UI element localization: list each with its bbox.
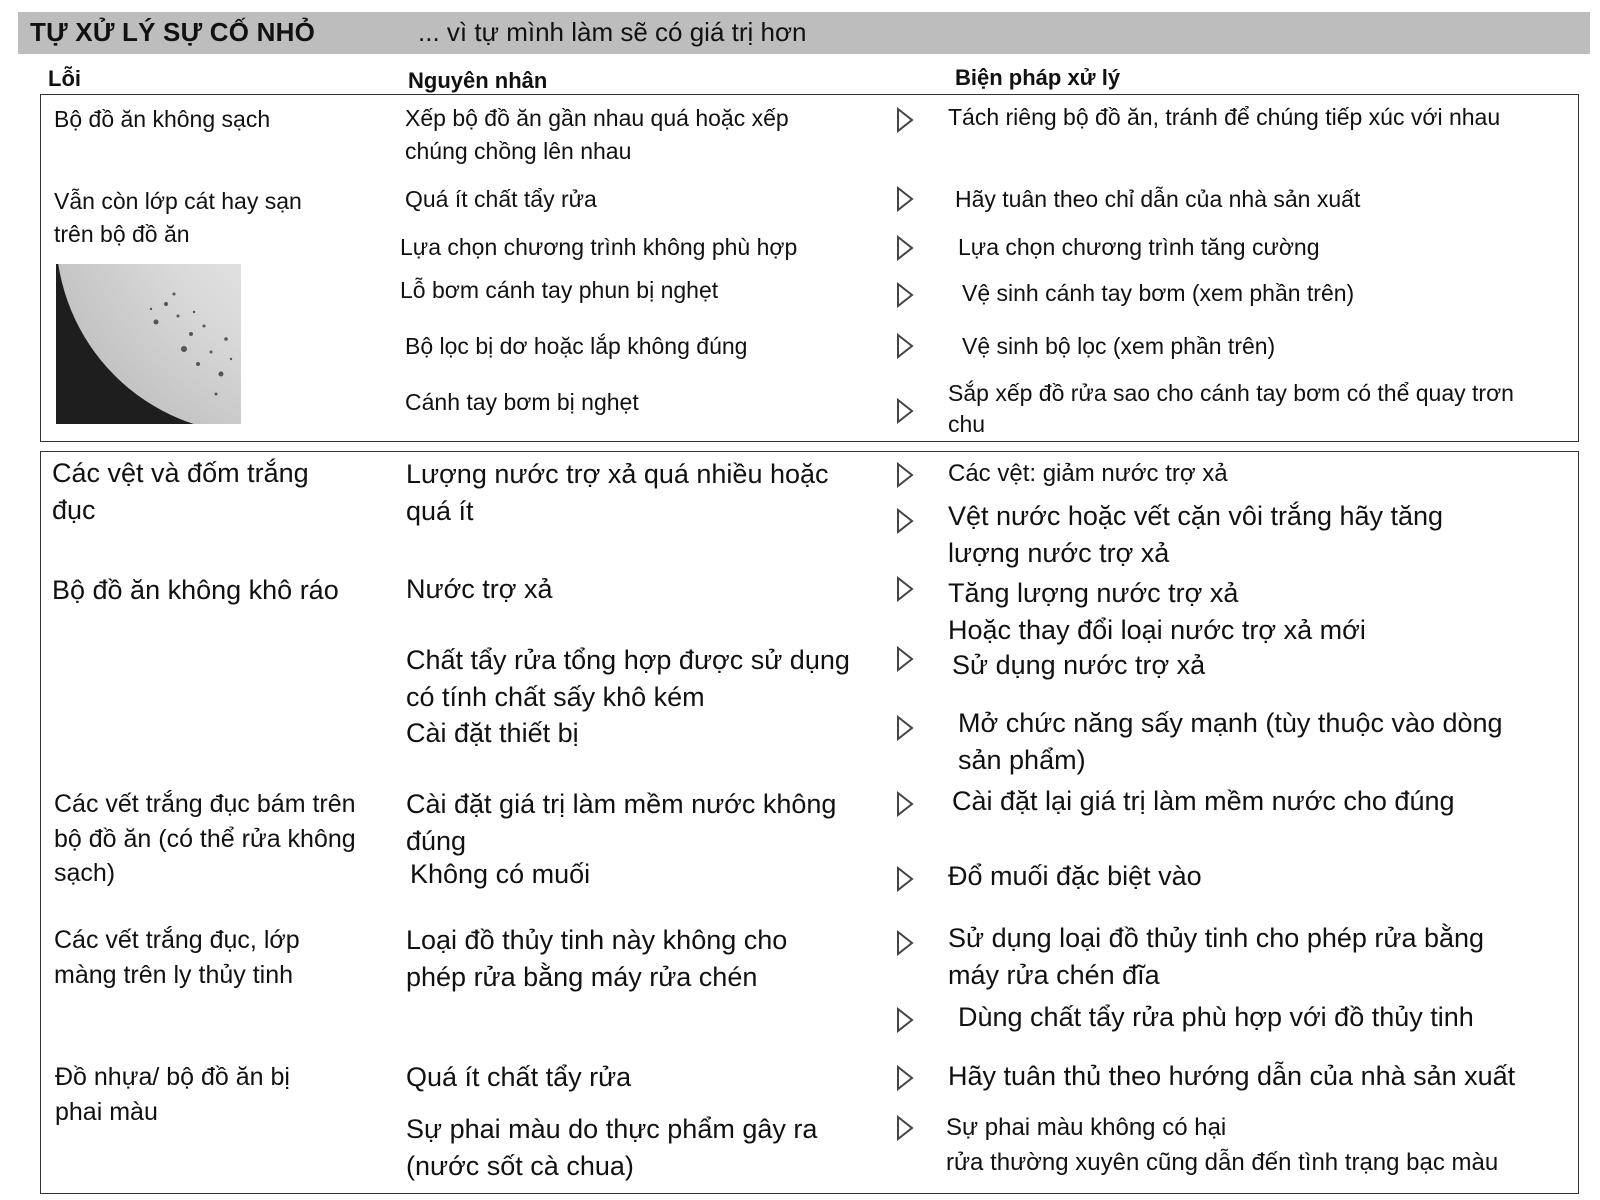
triangle-right-icon	[896, 791, 914, 817]
triangle-right-icon	[896, 930, 914, 956]
remedy-item: Vệt nước hoặc vết cặn vôi trắng hãy tăng lượng nước trợ xả	[948, 501, 1444, 569]
cause-item: Lượng nước trợ xả quá nhiều hoặc quá ít	[406, 459, 829, 527]
fault-item: Đồ nhựa/ bộ đồ ăn bị phai màu	[55, 1063, 290, 1126]
page-subtitle: ... vì tự mình làm sẽ có giá trị hơn	[418, 17, 807, 47]
fault-item: Vẫn còn lớp cát hay sạn trên bộ đồ ăn	[54, 188, 302, 247]
triangle-right-icon	[896, 107, 914, 133]
fault-item: Các vết trắng đục bám trên bộ đồ ăn (có thể rửa không sạch)	[54, 790, 356, 887]
cause-item: Không có muối	[410, 859, 591, 889]
triangle-right-icon	[896, 1115, 914, 1141]
triangle-right-icon	[896, 576, 914, 602]
column-header-remedy: Biện pháp xử lý	[955, 65, 1121, 90]
remedy-item: Sử dụng nước trợ xả	[952, 650, 1206, 680]
cause-item: Cài đặt thiết bị	[406, 718, 579, 748]
remedy-item: Sự phai màu không có hại rửa thường xuyên cũng dẫn đến tình trạng bạc màu	[946, 1114, 1499, 1176]
remedy-item: Đổ muối đặc biệt vào	[948, 861, 1202, 891]
remedy-item: Dùng chất tẩy rửa phù hợp với đồ thủy tinh	[958, 1002, 1474, 1032]
triangle-right-icon	[896, 1065, 914, 1091]
remedy-item: Vệ sinh cánh tay bơm (xem phần trên)	[962, 280, 1355, 306]
remedy-item: Sử dụng loại đồ thủy tinh cho phép rửa bằng máy rửa chén đĩa	[948, 923, 1485, 991]
triangle-right-icon	[896, 235, 914, 261]
cause-item: Loại đồ thủy tinh này không cho phép rửa bằng máy rửa chén	[406, 925, 788, 993]
triangle-right-icon	[896, 282, 914, 308]
remedy-item: Mở chức năng sấy mạnh (tùy thuộc vào dòng sản phẩm)	[958, 708, 1503, 776]
triangle-right-icon	[896, 1007, 914, 1033]
column-header-cause: Nguyên nhân	[408, 68, 548, 93]
cause-item: Xếp bộ đồ ăn gần nhau quá hoặc xếp chúng chồng lên nhau	[405, 105, 789, 164]
fault-item: Các vệt và đốm trắng đục	[52, 458, 309, 526]
cause-item: Lỗ bơm cánh tay phun bị nghẹt	[400, 277, 719, 303]
remedy-item: Vệ sinh bộ lọc (xem phần trên)	[962, 333, 1276, 359]
triangle-right-icon	[896, 646, 914, 672]
cause-item: Cài đặt giá trị làm mềm nước không đúng	[406, 789, 837, 857]
fault-item: Bộ đồ ăn không khô ráo	[52, 575, 339, 605]
triangle-right-icon	[896, 186, 914, 212]
triangle-right-icon	[896, 333, 914, 359]
remedy-item: Các vệt: giảm nước trợ xả	[948, 460, 1228, 487]
triangle-right-icon	[896, 462, 914, 488]
page-title: TỰ XỬ LÝ SỰ CỐ NHỎ	[30, 17, 315, 47]
cause-item: Quá ít chất tẩy rửa	[405, 186, 597, 212]
cause-item: Lựa chọn chương trình không phù hợp	[400, 234, 798, 260]
triangle-right-icon	[896, 398, 914, 424]
header-bar	[18, 12, 1590, 54]
remedy-item: Tách riêng bộ đồ ăn, tránh để chúng tiếp xúc với nhau	[948, 104, 1501, 130]
fault-item: Các vết trắng đục, lớp màng trên ly thủy tinh	[54, 926, 300, 989]
dish-photo	[56, 264, 241, 424]
cause-item: Bộ lọc bị dơ hoặc lắp không đúng	[405, 333, 748, 359]
remedy-item: Tăng lượng nước trợ xả Hoặc thay đổi loại nước trợ xả mới	[948, 578, 1366, 646]
triangle-right-icon	[896, 508, 914, 534]
remedy-item: Sắp xếp đồ rửa sao cho cánh tay bơm có thể quay trơn chu	[948, 380, 1514, 438]
cause-item: Chất tẩy rửa tổng hợp được sử dụng có tính chất sấy khô kém	[406, 645, 850, 713]
triangle-right-icon	[896, 866, 914, 892]
cause-item: Sự phai màu do thực phẩm gây ra (nước sốt cà chua)	[406, 1114, 818, 1182]
remedy-item: Lựa chọn chương trình tăng cường	[958, 234, 1320, 260]
dirty-plate-illustration	[56, 264, 241, 424]
column-header-fault: Lỗi	[48, 66, 81, 91]
remedy-item: Cài đặt lại giá trị làm mềm nước cho đúng	[952, 786, 1455, 816]
remedy-item: Hãy tuân theo chỉ dẫn của nhà sản xuất	[955, 186, 1361, 212]
cause-item: Nước trợ xả	[406, 574, 553, 604]
cause-item: Cánh tay bơm bị nghẹt	[405, 389, 639, 415]
fault-item: Bộ đồ ăn không sạch	[54, 106, 271, 132]
remedy-item: Hãy tuân thủ theo hướng dẫn của nhà sản xuất	[948, 1061, 1516, 1091]
triangle-right-icon	[896, 715, 914, 741]
cause-item: Quá ít chất tẩy rửa	[406, 1062, 632, 1092]
